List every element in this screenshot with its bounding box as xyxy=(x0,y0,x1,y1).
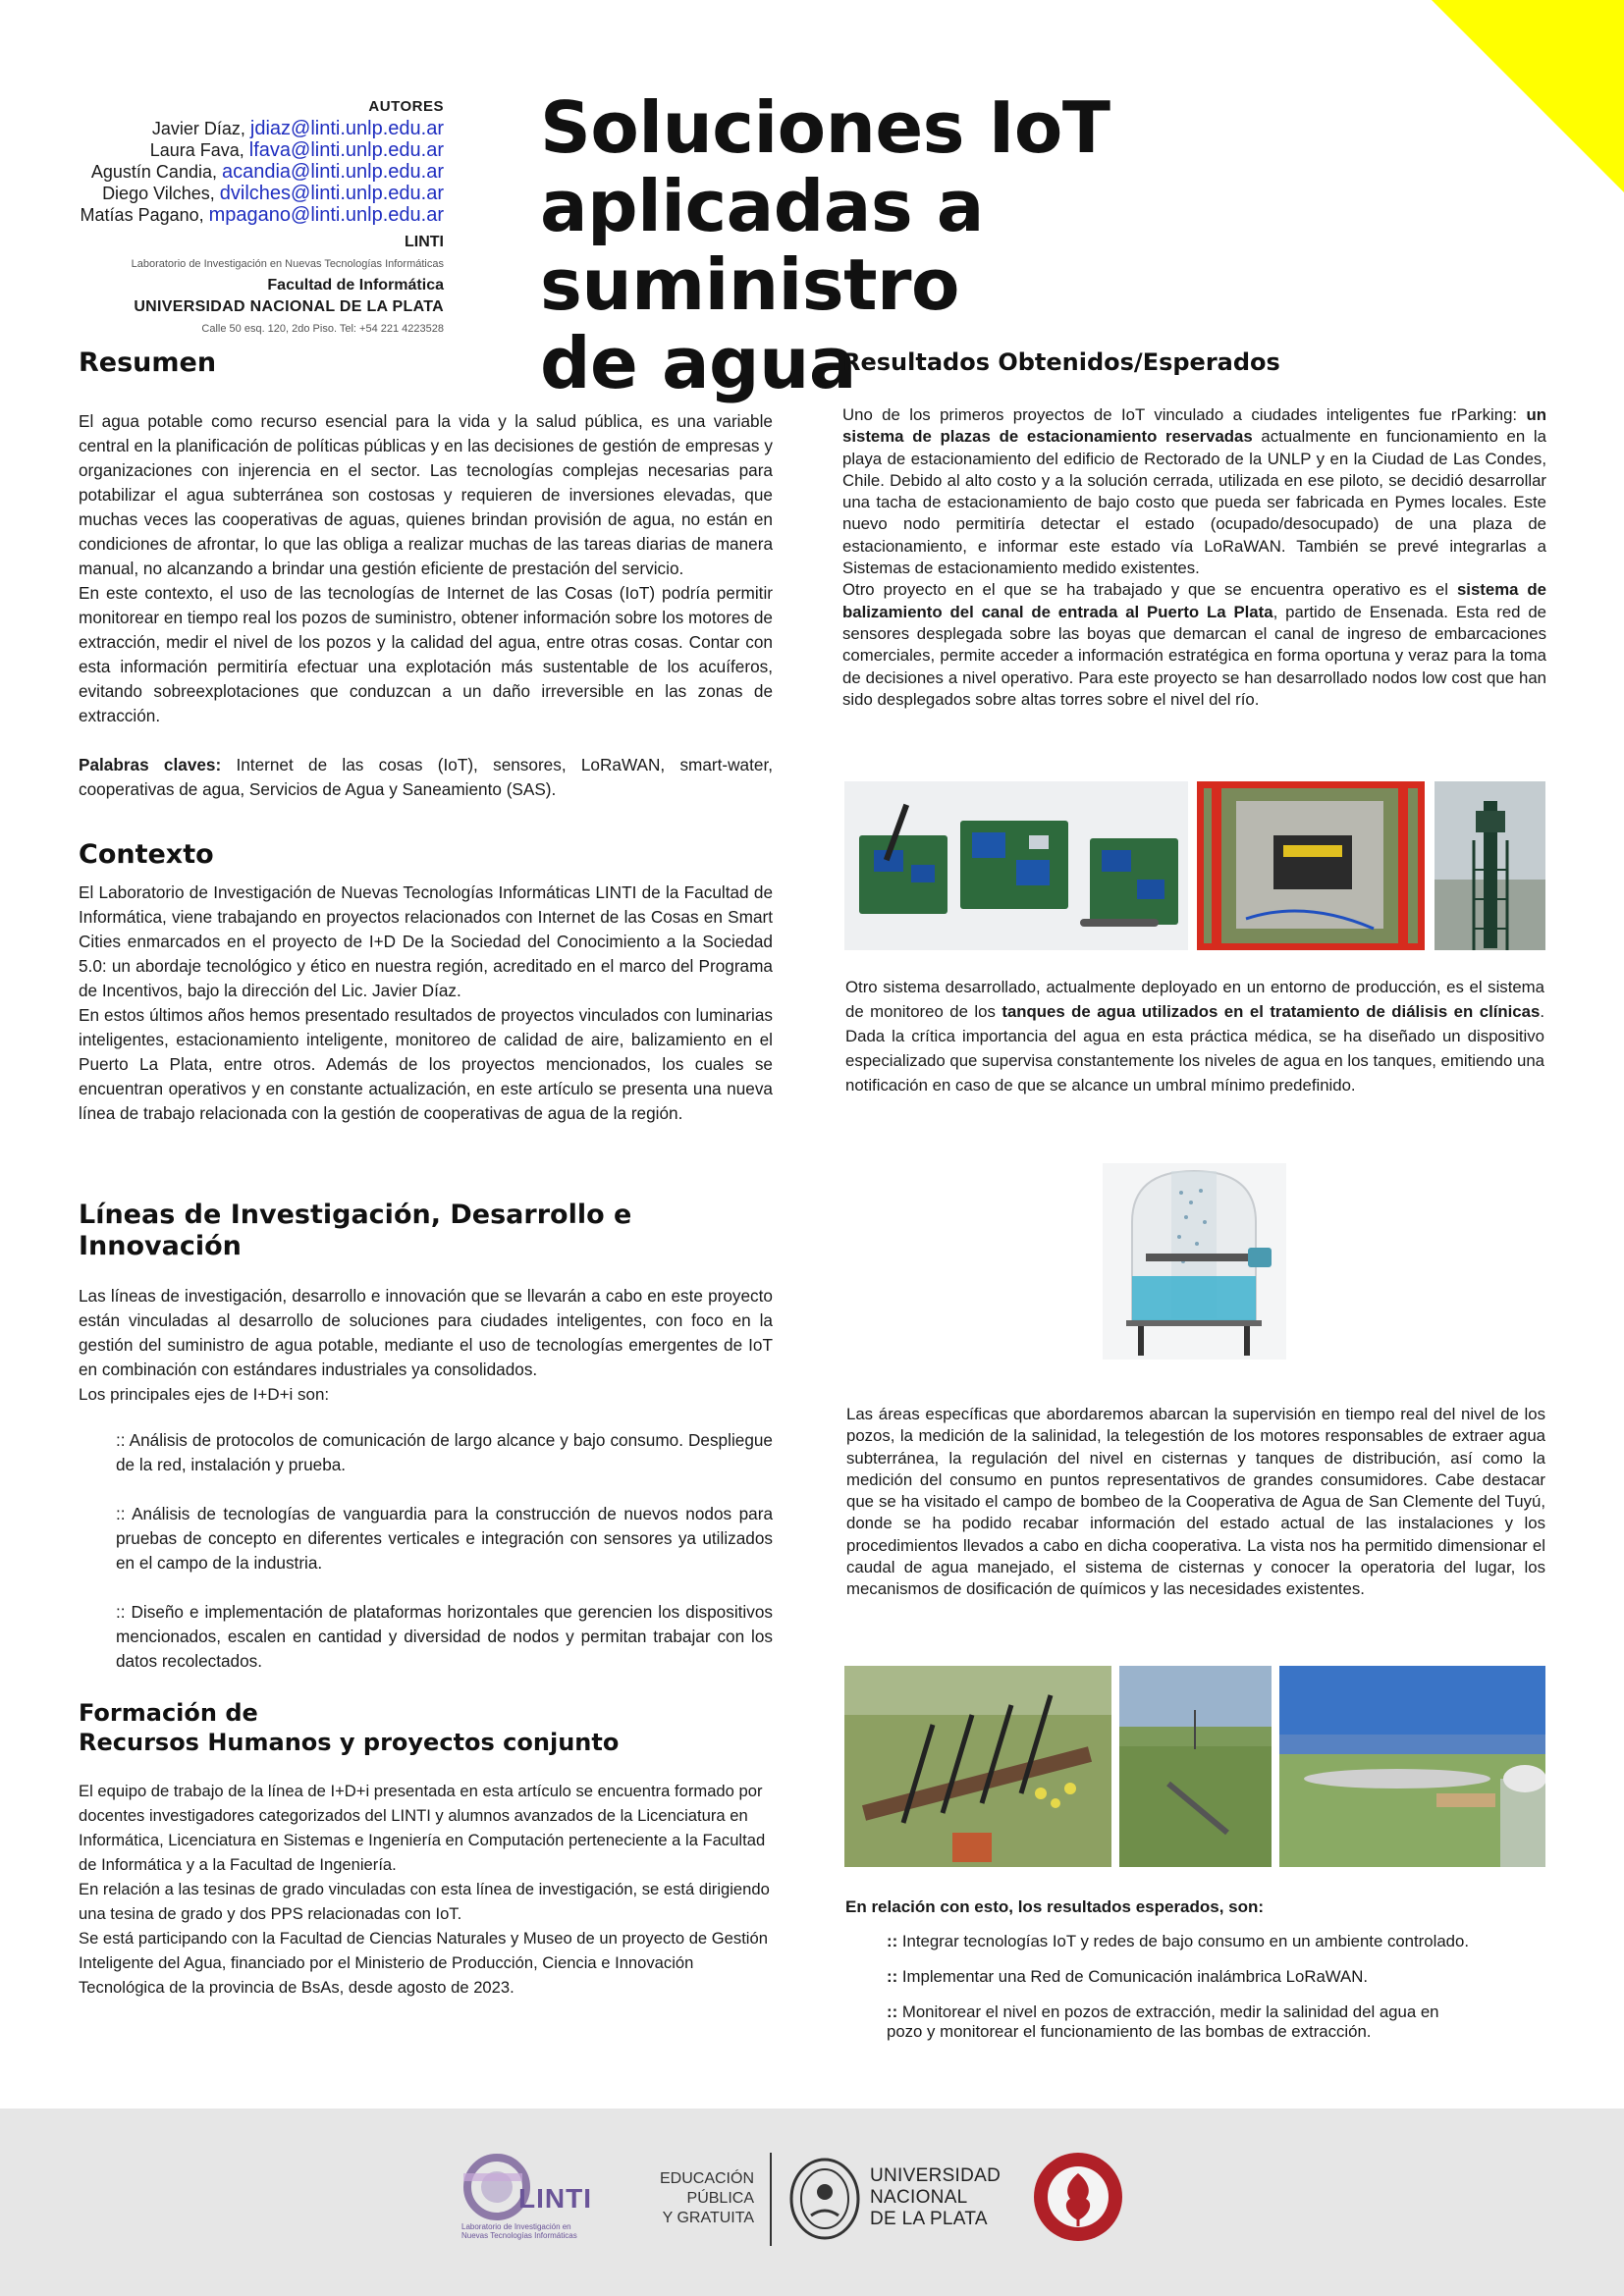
resultados-section xyxy=(842,347,1546,711)
section-heading-lineas: Líneas de Investigación, Desarrollo e Innovación xyxy=(79,1200,632,1261)
water-tank-illustration xyxy=(1103,1163,1286,1360)
expected-heading: En relación con esto, los resultados esperados, son: xyxy=(845,1897,1265,1916)
photo-tower xyxy=(1435,781,1545,950)
faculty-name: Facultad de Informática xyxy=(267,277,444,294)
expected-item: :: Implementar una Red de Comunicación inalámbrica LoRaWAN. xyxy=(887,1967,1368,1986)
photo-field xyxy=(1119,1666,1272,1867)
author-email[interactable]: lfava@linti.unlp.edu.ar xyxy=(248,139,444,161)
formacion-paragraph: Se está participando con la Facultad de Ciencias Naturales y Museo de un proyecto de Gestión Inteligente del Agua, financiado por el Ministerio de Producción, Ciencia e Innovación Tecnológica de la provincia de BsAs, desde agosto de 2023. xyxy=(79,1929,768,1997)
author-email[interactable]: dvilches@linti.unlp.edu.ar xyxy=(219,183,444,204)
lineas-item: :: Análisis de protocolos de comunicación de largo alcance y bajo consumo. Despliegue de la red, instalación y prueba. xyxy=(116,1430,773,1474)
footer-band xyxy=(0,2109,1624,2296)
edu-publica-text: EDUCACIÓN PÚBLICA Y GRATUITA xyxy=(659,2170,754,2226)
photo-cistern xyxy=(1279,1666,1545,1867)
university-name: UNIVERSIDAD NACIONAL DE LA PLATA xyxy=(134,298,444,315)
section-heading-resultados: Resultados Obtenidos/Esperados xyxy=(842,348,1280,376)
address: Calle 50 esq. 120, 2do Piso. Tel: +54 221 4223528 xyxy=(201,323,444,335)
formacion-paragraph: En relación a las tesinas de grado vinculadas con esta línea de investigación, se está dirigiendo una tesina de grado y dos PPS relacionadas con IoT. xyxy=(79,1880,770,1923)
author-line: Javier Díaz, jdiaz@linti.unlp.edu.ar xyxy=(151,118,444,139)
keywords: Palabras claves: Internet de las cosas (IoT), sensores, LoRaWAN, smart-water, cooperativas de agua, Servicios de Agua y Saneamiento (SAS). xyxy=(79,755,773,799)
dialisis-section xyxy=(845,975,1544,1097)
unlp-seal-icon xyxy=(787,2155,862,2243)
resultados-paragraph: Otro sistema desarrollado, actualmente deployado en un entorno de producción, es el sistema de monitoreo de los tanques de agua utilizados en el tratamiento de diálisis en clínicas. Dada la crítica importancia del agua en esta práctica médica, se ha diseñado un dispositivo especializado que supervisa constantemente los niveles de agua en los tanques, emitiendo una notificación en caso de que se alcance un umbral mínimo predefinido. xyxy=(845,978,1544,1095)
photo-iot-boards xyxy=(844,781,1188,950)
corner-yellow-triangle xyxy=(1432,0,1624,192)
expected-results-section xyxy=(845,1895,1544,2042)
linti-logo xyxy=(450,2144,597,2252)
contexto-paragraph: En estos últimos años hemos presentado resultados de proyectos vinculados con luminarias inteligentes, estacionamiento inteligente, monitoreo de calidad de aire, balizamiento en el Puerto La Plata, entre otros. Además de los proyectos mencionados, los cuales se encuentran operativos y en constante actualización, en este artículo se presenta una nueva línea de trabajo relacionada con la gestión de cooperativas de agua de la región. xyxy=(79,1005,773,1123)
areas-section xyxy=(846,1404,1545,1601)
authors-label: AUTORES xyxy=(368,98,444,115)
lineas-item: :: Diseño e implementación de plataformas horizontales que gerencien los dispositivos mencionados, escalen en cantidad y diversidad de nodos y permitan trabajar con los datos recolectados. xyxy=(116,1602,773,1671)
resumen-paragraph: El agua potable como recurso esencial para la vida y la salud pública, es una variable central en la planificación de políticas públicas y en las decisiones de gestión de empresas y organizaciones con injerencia en el sector. Las tecnologías complejas necesarias para potabilizar el agua subterránea son costosas y requieren de inversiones elevadas, que muchas veces las cooperativas de aguas, quienes brindan provisión de agua, no están en condiciones de afrontar, lo que las obliga a realizar muchas de las tareas diarias de manera manual, no alcanzando a brindar una gestión eficiente de prestación del servicio. xyxy=(79,411,773,578)
expected-list xyxy=(845,1932,1474,2042)
linti-logo-text: LINTI xyxy=(518,2183,592,2214)
authors-block xyxy=(59,96,444,340)
author-email[interactable]: acandia@linti.unlp.edu.ar xyxy=(221,161,444,183)
photo-wells-pipes xyxy=(844,1666,1111,1867)
poster-title: Soluciones IoT aplicadas a suministro de agua xyxy=(540,86,1110,404)
resultados-paragraph: Las áreas específicas que abordaremos abarcan la supervisión en tiempo real del nivel de los pozos, la medición de la salinidad, la telegestión de los motores responsables de extraer agua subterránea, la regulación del nivel en cisternas y tanques de distribución, así como la medición del consumo en puntos representativos de grandes consumidores. Cabe destacar que se ha visitado el campo de bombeo de la Cooperativa de Agua de San Clemente del Tuyú, donde se ha podido recabar información del estado actual de las instalaciones y los procedimientos llevados a cabo en dicha cooperativa. La vista nos ha permitido dimensionar el caudal de agua manejado, el sistema de cisternas y conocer la operatoria del lugar, los mecanismos de dosificación de químicos y las necesidades existentes. xyxy=(846,1405,1545,1599)
author-line: Agustín Candia, acandia@linti.unlp.edu.ar xyxy=(90,161,444,183)
author-line: Laura Fava, lfava@linti.unlp.edu.ar xyxy=(149,139,444,161)
resultados-paragraph: Otro proyecto en el que se ha trabajado y que se encuentra operativo es el sistema de balizamiento del canal de entrada al Puerto La Plata, partido de Ensenada. Esta red de sensores desplegada sobre las boyas que demarcan el canal de ingreso de embarcaciones comerciales, permite acceder a información estratégica en forma oportuna y veraz para la toma de decisiones a nivel operativo. Para este proyecto se han desarrollado nodos low cost que han sido desplegados sobre altas torres sobre el nivel del río. xyxy=(842,580,1546,709)
lineas-section xyxy=(79,1200,773,1674)
contexto-paragraph: El Laboratorio de Investigación de Nuevas Tecnologías Informáticas LINTI de la Facultad de Informática, viene trabajando en proyectos relacionados con Internet de las Cosas en Smart Cities enmarcados en el proyecto de I+D De la Sociedad del Conocimiento a la Sociedad 5.0: un abordaje tecnológico y ético en nuestra región, acreditado en el marco del Programa de Incentivos, bajo la dirección del Lic. Javier Díaz. xyxy=(79,882,773,1000)
photo-node-installation xyxy=(1197,781,1425,950)
unlp-text: UNIVERSIDAD NACIONAL DE LA PLATA xyxy=(870,2165,1001,2229)
lineas-paragraph: Los principales ejes de I+D+i son: xyxy=(79,1385,330,1404)
lineas-paragraph: Las líneas de investigación, desarrollo e innovación que se llevarán a cabo en este proyecto están vinculadas al desarrollo de soluciones para ciudades inteligentes, con foco en la gestión del suministro de agua potable, mediante el uso de tecnologías emergentes de IoT en combinación con estándares industriales ya consolidados. xyxy=(79,1286,773,1379)
author-line: Diego Vilches, dvilches@linti.unlp.edu.ar xyxy=(102,183,444,204)
lab-acronym: LINTI xyxy=(405,234,444,250)
resumen-section xyxy=(79,347,773,802)
section-heading-formacion: Formación de Recursos Humanos y proyectos conjunto xyxy=(79,1699,620,1756)
formacion-section xyxy=(79,1698,773,2000)
formacion-paragraph: El equipo de trabajo de la línea de I+D+i presentada en esta artículo se encuentra formado por docentes investigadores categorizados del LINTI y alumnos avanzados de la Licenciatura en Informática, Licenciatura en Sistemas e Ingeniería en Computación perteneciente a la Facultad de Informática y a la Facultad de Ingeniería. xyxy=(79,1782,766,1874)
section-heading-contexto: Contexto xyxy=(79,839,214,870)
informatica-seal xyxy=(1031,2150,1125,2244)
author-email[interactable]: jdiaz@linti.unlp.edu.ar xyxy=(249,118,444,139)
resumen-paragraph: En este contexto, el uso de las tecnologías de Internet de las Cosas (IoT) podría permitir monitorear en tiempo real los pozos de suministro, obtener información sobre los motores de extracción, medir el nivel de los pozos y la calidad del agua, entre otras cosas. Contar con esta información permitiría efectuar una explotación más sustentable de los acuíferos, evitando sobreexplotaciones que conduzcan a un daño irreversible en las zonas de extracción. xyxy=(79,583,773,725)
expected-item: :: Monitorear el nivel en pozos de extracción, medir la salinidad del agua en pozo y monitorear el funcionamiento de las bombas de extracción. xyxy=(887,2002,1439,2041)
lineas-item: :: Análisis de tecnologías de vanguardia para la construcción de nuevos nodos para pruebas de concepto en diferentes verticales e integración con sensores ya utilizados en el campo de la industria. xyxy=(116,1504,773,1573)
contexto-section xyxy=(79,839,773,1126)
section-heading-resumen: Resumen xyxy=(79,347,217,378)
lab-name: Laboratorio de Investigación en Nuevas Tecnologías Informáticas xyxy=(131,258,444,270)
expected-item: :: Integrar tecnologías IoT y redes de bajo consumo en un ambiente controlado. xyxy=(887,1932,1469,1950)
linti-logo-sub: Laboratorio de Investigación en Nuevas Tecnologías Informáticas xyxy=(461,2222,577,2240)
footer-divider xyxy=(770,2153,772,2246)
resultados-paragraph: Uno de los primeros proyectos de IoT vinculado a ciudades inteligentes fue rParking: un sistema de plazas de estacionamiento reservadas actualmente en funcionamiento en la playa de estacionamiento del edificio de Rectorado de la UNLP y en la Ciudad de Las Condes, Chile. Debido al alto costo y a la solución cerrada, utilizada en ese piloto, se decidió desarrollar una tacha de estacionamiento de bajo costo que pueda ser fabricada en Pymes locales. Este nuevo nodo permitiría detectar el estado (ocupado/desocupado) de una plaza de estacionamiento, e informar este estado vía LoRaWAN. También se prevé integrarlas a Sistemas de estacionamiento medido existentes. xyxy=(842,405,1546,578)
author-email[interactable]: mpagano@linti.unlp.edu.ar xyxy=(208,204,444,226)
author-line: Matías Pagano, mpagano@linti.unlp.edu.ar xyxy=(80,204,444,226)
